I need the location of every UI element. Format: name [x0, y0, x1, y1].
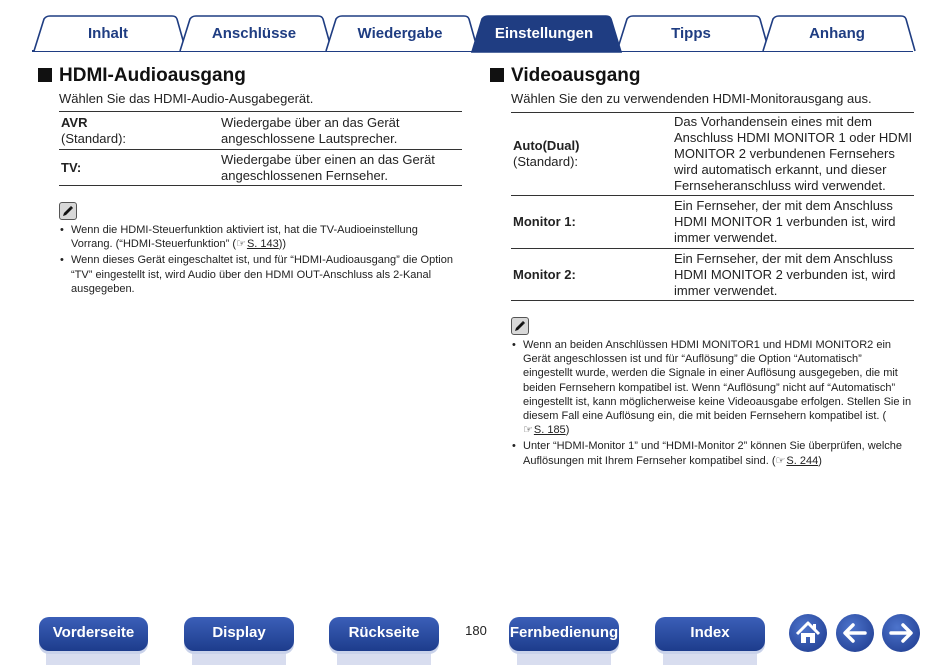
- option-desc-line: Ein Fernseher, der mit dem Anschluss: [674, 198, 893, 213]
- option-desc: [221, 112, 462, 150]
- section-title-videoausgang: [490, 64, 641, 88]
- page-reference-text: S. 185: [533, 424, 566, 437]
- option-desc: [674, 113, 914, 196]
- option-desc-line: HDMI MONITOR 2 verbunden ist, wird: [674, 266, 896, 282]
- hdmi-audio-options-table: [59, 111, 462, 186]
- tab-anschluesse[interactable]: Anschlüsse: [211, 25, 297, 42]
- table-row: [511, 196, 914, 249]
- rear-panel-button[interactable]: Rückseite: [329, 617, 439, 651]
- page-reference-link[interactable]: [523, 424, 566, 436]
- option-desc-line: Wiedergabe über an das Gerät: [221, 114, 400, 130]
- option-desc-line: immer verwendet.: [674, 282, 778, 298]
- table-row: [59, 112, 462, 150]
- section-square-icon: [490, 68, 504, 82]
- note-text-after: ): [565, 424, 570, 437]
- option-desc: [221, 150, 462, 186]
- option-key-label: Monitor 1:: [513, 214, 576, 229]
- option-desc-line: Ein Fernseher, der mit dem Anschluss: [674, 250, 893, 266]
- option-desc-line: Anschluss HDMI MONITOR 1 oder HDMI: [674, 130, 913, 145]
- option-key: [511, 113, 674, 196]
- page-number: 180: [465, 623, 487, 638]
- list-item: [59, 253, 454, 296]
- video-output-notes: [511, 338, 914, 470]
- note-text: Wenn die HDMI-Steuerfunktion aktiviert ist, hat die TV-Audioeinstellung Vorrang. (“HDMI-Steuerfunktion” (: [71, 224, 418, 251]
- option-desc-line: Wiedergabe über einen an das Gerät: [221, 151, 435, 167]
- forward-button[interactable]: [882, 614, 920, 652]
- option-desc-line: angeschlossenen Fernseher.: [221, 167, 388, 183]
- page-reference-link[interactable]: [776, 455, 819, 467]
- option-key-label: Auto(Dual): [513, 138, 580, 153]
- tab-anhang[interactable]: Anhang: [809, 25, 865, 42]
- option-key-sub: (Standard):: [513, 154, 579, 169]
- option-key: [59, 150, 221, 186]
- nav-shadow: [663, 650, 757, 665]
- option-desc-line: angeschlossene Lautsprecher.: [221, 130, 398, 146]
- section-title-text: HDMI-Audioausgang: [59, 65, 246, 86]
- option-key-label: TV:: [61, 159, 82, 175]
- arrow-left-icon: [836, 614, 874, 652]
- arrow-right-icon: [882, 614, 920, 652]
- list-item: [59, 223, 454, 251]
- nav-shadow: [46, 650, 140, 665]
- section-title-hdmi-audio: [38, 64, 246, 88]
- front-panel-button[interactable]: Vorderseite: [39, 617, 148, 651]
- pointing-hand-icon: ☞: [236, 238, 246, 251]
- option-desc-line: wird automatisch erkannt, und dieser: [674, 162, 887, 177]
- video-output-options-table: [511, 112, 914, 301]
- hdmi-audio-notes: [59, 223, 454, 298]
- tab-bar: [0, 0, 950, 56]
- option-key: [511, 249, 674, 301]
- option-desc-line: Das Vorhandensein eines mit dem: [674, 114, 873, 129]
- home-button[interactable]: [789, 614, 827, 652]
- option-key-sub: (Standard):: [61, 130, 127, 146]
- option-desc-line: immer verwendet.: [674, 230, 778, 245]
- list-item: [511, 338, 914, 437]
- option-desc-line: HDMI MONITOR 1 verbunden ist, wird: [674, 214, 896, 229]
- note-text: Wenn dieses Gerät eingeschaltet ist, und für “HDMI-Audioausgang” die Option “TV” eingestellt ist, wird Audio über den HDMI OUT-Anschluss als 2-Kanal ausgegeben.: [71, 254, 453, 295]
- pointing-hand-icon: ☞: [775, 454, 786, 467]
- tab-einstellungen[interactable]: Einstellungen: [494, 25, 594, 42]
- tab-tipps[interactable]: Tipps: [671, 25, 711, 42]
- option-key: [511, 196, 674, 249]
- option-key: [59, 112, 221, 150]
- tab-wiedergabe[interactable]: Wiedergabe: [357, 25, 443, 42]
- option-desc-line: MONITOR 2 verbundenen Fernsehers: [674, 146, 895, 161]
- option-key-label: Monitor 2:: [513, 266, 576, 282]
- page-reference-text: S. 244: [786, 454, 819, 467]
- table-row: [511, 113, 914, 196]
- pointing-hand-icon: ☞: [523, 424, 533, 437]
- option-desc: [674, 249, 914, 301]
- nav-shadow: [192, 650, 286, 665]
- home-icon: [789, 614, 827, 652]
- option-desc-line: Fernseheranschluss wird verwendet.: [674, 178, 886, 193]
- nav-shadow: [517, 650, 611, 665]
- option-key-label: AVR: [61, 114, 88, 130]
- table-row: [511, 249, 914, 301]
- note-text: Wenn an beiden Anschlüssen HDMI MONITOR1 und HDMI MONITOR2 ein Gerät angeschlossen ist und für “Auflösung” die Option “Automatisch” eingestellt wurde, werden die Signale in einer Auflösung ausgegeben, die mit beiden Fernsehern kompatibel ist. Wenn “Auflösung” nicht auf “Automatisch” eingestellt ist, kann möglicherweise keine Videoausgabe erfolgen. Stellen Sie in diesem Fall eine Auflösung ein, die mit beiden Fernsehern kompatibel ist. (: [523, 339, 912, 423]
- page-reference-link[interactable]: [236, 238, 279, 250]
- back-button[interactable]: [836, 614, 874, 652]
- note-text: Unter “HDMI-Monitor 1” und “HDMI-Monitor 2” können Sie überprüfen, welche Auflösungen mit Ihrem Fernseher kompatibel sind. (: [523, 440, 903, 467]
- option-desc: [674, 196, 914, 249]
- section-subtitle: Wählen Sie das HDMI-Audio-Ausgabegerät.: [59, 91, 314, 106]
- remote-control-button[interactable]: Fernbedienung: [509, 617, 619, 651]
- index-button[interactable]: Index: [655, 617, 765, 651]
- nav-shadow: [337, 650, 431, 665]
- section-title-text: Videoausgang: [511, 65, 641, 86]
- page-reference-text: S. 143: [246, 238, 279, 251]
- table-row: [59, 150, 462, 186]
- display-button[interactable]: Display: [184, 617, 294, 651]
- pencil-icon: [511, 317, 529, 335]
- section-square-icon: [38, 68, 52, 82]
- tab-inhalt[interactable]: Inhalt: [88, 25, 128, 42]
- list-item: [511, 439, 914, 467]
- section-subtitle: Wählen Sie den zu verwendenden HDMI-Monitorausgang aus.: [511, 91, 872, 106]
- pencil-icon: [59, 202, 77, 220]
- note-text-after: )): [278, 238, 287, 251]
- note-text-after: ): [818, 454, 822, 467]
